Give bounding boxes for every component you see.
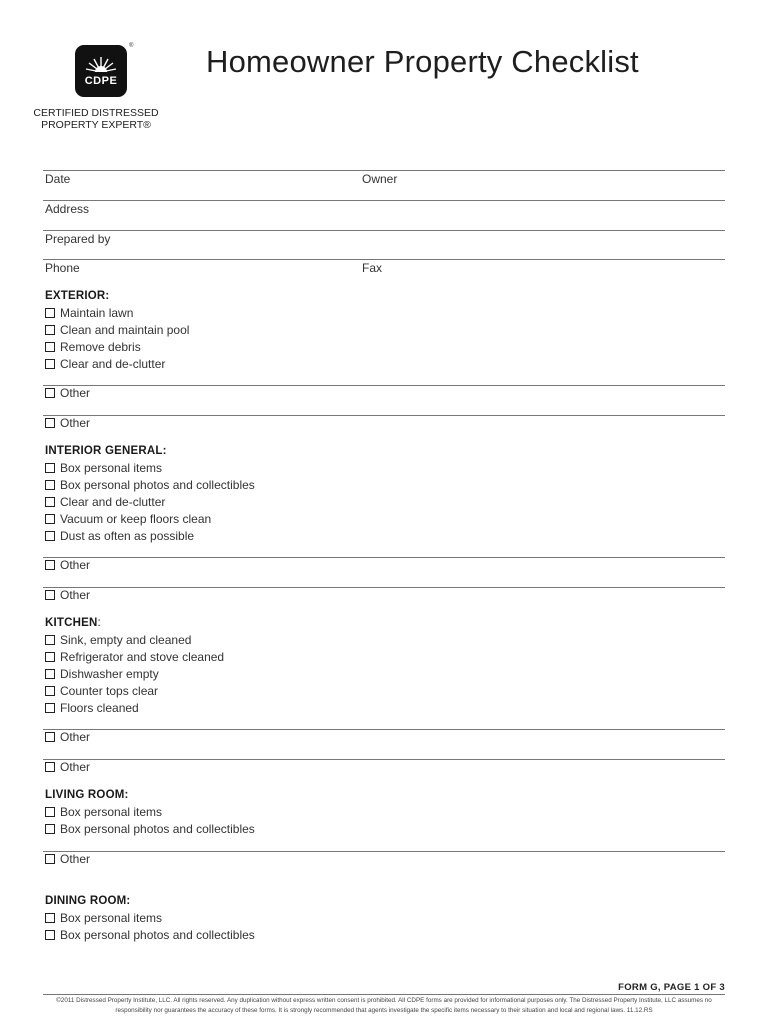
exterior-heading: EXTERIOR: bbox=[45, 290, 110, 302]
copyright-line1: ©2011 Distressed Property Institute, LLC. All rights reserved. Any duplication without express written consent is prohibited. All CDPE forms are provided for informational purposes only. The Distressed Property Institute, LLC assumes no bbox=[56, 997, 712, 1004]
checkbox[interactable] bbox=[45, 762, 55, 772]
item-label: Dishwasher empty bbox=[60, 667, 159, 681]
checkbox[interactable] bbox=[45, 854, 55, 864]
checklist-item[interactable] bbox=[45, 911, 162, 925]
other-rule bbox=[43, 587, 725, 588]
date-label: Date bbox=[45, 172, 71, 186]
other-item[interactable] bbox=[45, 730, 90, 744]
checkbox[interactable] bbox=[45, 531, 55, 541]
item-label: Box personal photos and collectibles bbox=[60, 478, 255, 492]
item-label: Counter tops clear bbox=[60, 684, 159, 698]
checkbox[interactable] bbox=[45, 463, 55, 473]
other-rule bbox=[43, 385, 725, 386]
item-label: Box personal photos and collectibles bbox=[60, 928, 255, 942]
checkbox[interactable] bbox=[45, 703, 55, 713]
item-label: Floors cleaned bbox=[60, 701, 139, 715]
checklist-item[interactable] bbox=[45, 495, 165, 509]
checklist-item[interactable] bbox=[45, 822, 255, 836]
checklist-item[interactable] bbox=[45, 667, 159, 681]
checkbox[interactable] bbox=[45, 480, 55, 490]
checklist-item[interactable] bbox=[45, 323, 189, 337]
logo-caption-line2: PROPERTY EXPERT® bbox=[41, 119, 151, 131]
item-label: Other bbox=[60, 852, 91, 866]
checkbox[interactable] bbox=[45, 418, 55, 428]
item-label: Box personal items bbox=[60, 461, 163, 475]
footer-rule bbox=[43, 994, 725, 995]
checklist-item[interactable] bbox=[45, 461, 162, 475]
phone-label: Phone bbox=[45, 261, 80, 275]
logo-caption bbox=[31, 107, 161, 131]
item-label: Other bbox=[60, 386, 91, 400]
logo-caption-line1: CERTIFIED DISTRESSED bbox=[33, 107, 159, 119]
copyright-line2: responsibility nor guarantees the accuracy of these forms. It is strongly recommended that agents investigate the specific items necessary to their situation and local and regional laws. 11.12.RS bbox=[115, 1007, 653, 1014]
rule-prepared bbox=[43, 230, 725, 231]
other-item[interactable] bbox=[45, 416, 90, 430]
checklist-item[interactable] bbox=[45, 357, 165, 371]
owner-label: Owner bbox=[362, 172, 398, 186]
item-label: Box personal items bbox=[60, 911, 163, 925]
item-label: Clear and de-clutter bbox=[60, 495, 166, 509]
item-label: Box personal photos and collectibles bbox=[60, 822, 255, 836]
item-label: Refrigerator and stove cleaned bbox=[60, 650, 225, 664]
checklist-item[interactable] bbox=[45, 684, 158, 698]
item-label: Other bbox=[60, 558, 91, 572]
other-rule bbox=[43, 415, 725, 416]
checkbox[interactable] bbox=[45, 807, 55, 817]
checklist-item[interactable] bbox=[45, 529, 194, 543]
other-item[interactable] bbox=[45, 760, 90, 774]
checkbox[interactable] bbox=[45, 325, 55, 335]
rule-phone bbox=[43, 259, 725, 260]
kitchen-heading bbox=[45, 617, 101, 629]
checkbox[interactable] bbox=[45, 590, 55, 600]
checkbox[interactable] bbox=[45, 342, 55, 352]
other-item[interactable] bbox=[45, 558, 90, 572]
checkbox[interactable] bbox=[45, 560, 55, 570]
item-label: Box personal items bbox=[60, 805, 163, 819]
interior-heading: INTERIOR GENERAL: bbox=[45, 445, 167, 457]
other-item[interactable] bbox=[45, 386, 90, 400]
address-label: Address bbox=[45, 202, 90, 216]
checklist-item[interactable] bbox=[45, 478, 255, 492]
checkbox[interactable] bbox=[45, 930, 55, 940]
rule-top bbox=[43, 170, 725, 171]
cdpe-badge bbox=[75, 45, 127, 97]
living-room-heading: LIVING ROOM: bbox=[45, 789, 129, 801]
other-rule bbox=[43, 759, 725, 760]
checkbox[interactable] bbox=[45, 635, 55, 645]
checklist-item[interactable] bbox=[45, 306, 133, 320]
other-item[interactable] bbox=[45, 852, 90, 866]
checkbox[interactable] bbox=[45, 824, 55, 834]
item-label: Sink, empty and cleaned bbox=[60, 633, 192, 647]
checklist-item[interactable] bbox=[45, 928, 255, 942]
item-label: Maintain lawn bbox=[60, 306, 134, 320]
item-label: Other bbox=[60, 416, 91, 430]
other-item[interactable] bbox=[45, 588, 90, 602]
page-title: Homeowner Property Checklist bbox=[206, 44, 639, 79]
checkbox[interactable] bbox=[45, 497, 55, 507]
checkbox[interactable] bbox=[45, 913, 55, 923]
checklist-item[interactable] bbox=[45, 633, 191, 647]
item-label: Clear and de-clutter bbox=[60, 357, 166, 371]
cdpe-logo bbox=[33, 43, 175, 131]
checkbox[interactable] bbox=[45, 669, 55, 679]
checkbox[interactable] bbox=[45, 308, 55, 318]
checkbox[interactable] bbox=[45, 514, 55, 524]
other-rule bbox=[43, 557, 725, 558]
item-label: Vacuum or keep floors clean bbox=[60, 512, 212, 526]
item-label: Clean and maintain pool bbox=[60, 323, 190, 337]
registered-mark: ® bbox=[129, 43, 134, 49]
checkbox[interactable] bbox=[45, 732, 55, 742]
item-label: Dust as often as possible bbox=[60, 529, 195, 543]
rule-address bbox=[43, 200, 725, 201]
item-label: Other bbox=[60, 760, 91, 774]
kitchen-heading-colon: : bbox=[97, 617, 101, 629]
checkbox[interactable] bbox=[45, 686, 55, 696]
item-label: Remove debris bbox=[60, 340, 141, 354]
item-label: Other bbox=[60, 588, 91, 602]
other-rule bbox=[43, 851, 725, 852]
checklist-item[interactable] bbox=[45, 805, 162, 819]
prepared-by-label: Prepared by bbox=[45, 232, 111, 246]
checkbox[interactable] bbox=[45, 388, 55, 398]
copyright-notice bbox=[43, 996, 725, 1016]
checkbox[interactable] bbox=[45, 359, 55, 369]
form-page-label: FORM G, PAGE 1 OF 3 bbox=[618, 982, 725, 993]
checklist-item[interactable] bbox=[45, 340, 141, 354]
kitchen-heading-text: KITCHEN bbox=[45, 617, 98, 629]
fax-label: Fax bbox=[362, 261, 383, 275]
checklist-item[interactable] bbox=[45, 650, 224, 664]
sunburst-icon bbox=[78, 48, 124, 94]
checklist-item[interactable] bbox=[45, 701, 139, 715]
item-label: Other bbox=[60, 730, 91, 744]
logo-badge-text: CDPE bbox=[84, 75, 118, 87]
other-rule bbox=[43, 729, 725, 730]
dining-room-heading: DINING ROOM: bbox=[45, 895, 131, 907]
checkbox[interactable] bbox=[45, 652, 55, 662]
checklist-item[interactable] bbox=[45, 512, 211, 526]
